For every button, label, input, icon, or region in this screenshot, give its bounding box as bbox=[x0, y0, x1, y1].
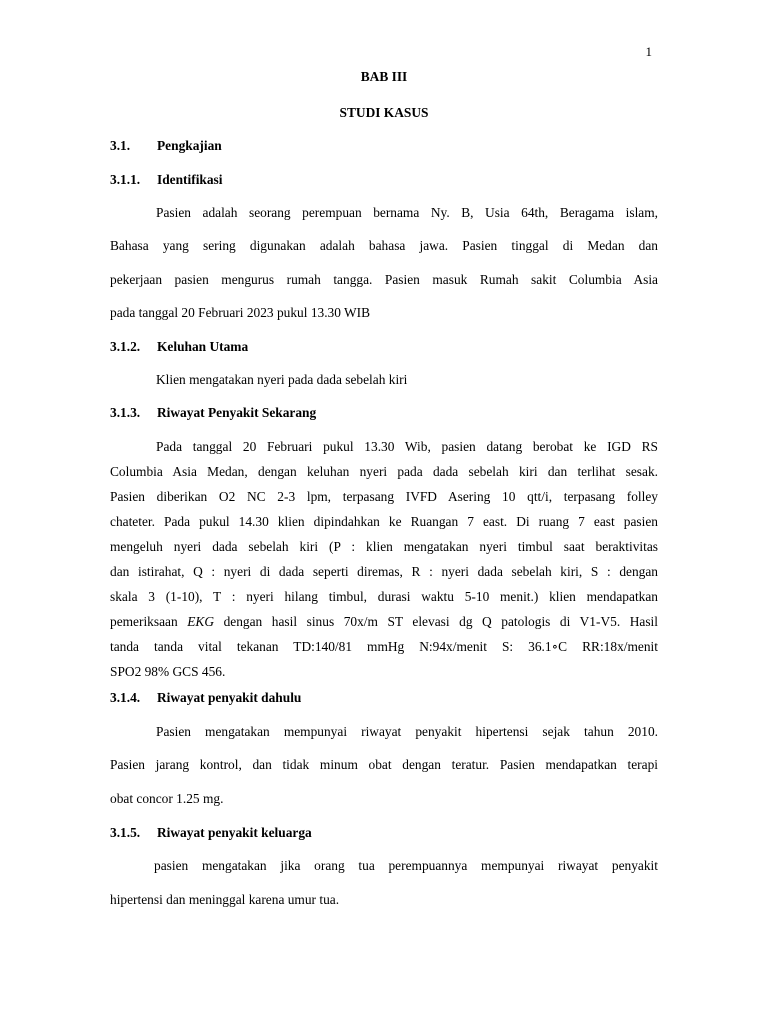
paragraph-line: Pasien mengatakan mempunyai riwayat penyakit hipertensi sejak tahun 2010. bbox=[156, 724, 658, 739]
section-heading-3-1-3 bbox=[110, 405, 316, 421]
chapter-label: BAB III bbox=[360, 69, 408, 84]
section-title: Riwayat Penyakit Sekarang bbox=[157, 405, 317, 420]
section-heading-3-1-1 bbox=[110, 172, 222, 188]
section-number: 3.1.5. bbox=[110, 825, 141, 840]
paragraph-line: Pada tanggal 20 Februari pukul 13.30 Wib, pasien datang berobat ke IGD RS bbox=[156, 439, 658, 454]
paragraph-line: tanda tanda vital tekanan TD:140/81 mmHg N:94x/menit S: 36.1∘C RR:18x/menit bbox=[110, 639, 658, 654]
section-number: 3.1.4. bbox=[110, 690, 141, 705]
paragraph-line: Pasien jarang kontrol, dan tidak minum obat dengan teratur. Pasien mendapatkan terapi bbox=[110, 757, 658, 772]
paragraph-line: dan istirahat, Q : nyeri di dada seperti diremas, R : nyeri dada sebelah kiri, S : dengan bbox=[110, 564, 658, 579]
paragraph-line: pasien mengatakan jika orang tua perempuannya mempunyai riwayat penyakit bbox=[154, 858, 658, 873]
ekg-term: EKG bbox=[187, 614, 215, 629]
section-title: Pengkajian bbox=[157, 138, 222, 153]
text-segment: pemeriksaan bbox=[110, 614, 188, 629]
paragraph-line: Columbia Asia Medan, dengan keluhan nyeri pada dada sebelah kiri dan terlihat sesak. bbox=[110, 464, 658, 479]
text-segment: dengan hasil sinus 70x/m ST elevasi dg Q patologis di V1-V5. Hasil bbox=[214, 614, 658, 629]
section-title: Riwayat penyakit keluarga bbox=[157, 825, 312, 840]
section-number: 3.1.3. bbox=[110, 405, 141, 420]
paragraph-line: pada tanggal 20 Februari 2023 pukul 13.30 WIB bbox=[110, 305, 371, 320]
section-title: Identifikasi bbox=[157, 172, 223, 187]
paragraph-line: obat concor 1.25 mg. bbox=[110, 791, 224, 806]
paragraph-line: mengeluh nyeri dada sebelah kiri (P : klien mengatakan nyeri timbul saat beraktivitas bbox=[110, 539, 658, 554]
section-title: Keluhan Utama bbox=[157, 339, 249, 354]
section-heading-3-1-4 bbox=[110, 690, 301, 706]
section-number: 3.1.1. bbox=[110, 172, 141, 187]
paragraph-line: SPO2 98% GCS 456. bbox=[110, 664, 226, 679]
paragraph-line: hipertensi dan meninggal karena umur tua. bbox=[110, 892, 340, 907]
section-heading-3-1 bbox=[110, 138, 222, 154]
paragraph-line: Pasien adalah seorang perempuan bernama Ny. B, Usia 64th, Beragama islam, bbox=[156, 205, 658, 220]
paragraph-line: Bahasa yang sering digunakan adalah bahasa jawa. Pasien tinggal di Medan dan bbox=[110, 238, 658, 253]
paragraph-line: Klien mengatakan nyeri pada dada sebelah kiri bbox=[156, 372, 408, 387]
section-number: 3.1.2. bbox=[110, 339, 141, 354]
paragraph-line: pekerjaan pasien mengurus rumah tangga. Pasien masuk Rumah sakit Columbia Asia bbox=[110, 272, 658, 287]
section-number: 3.1. bbox=[110, 138, 131, 153]
paragraph-line: Pasien diberikan O2 NC 2-3 lpm, terpasang IVFD Asering 10 qtt/i, terpasang folley bbox=[110, 489, 658, 504]
chapter-title: STUDI KASUS bbox=[339, 105, 429, 120]
paragraph-line-ekg bbox=[110, 614, 658, 630]
section-title: Riwayat penyakit dahulu bbox=[157, 690, 302, 705]
page-number: 1 bbox=[645, 44, 652, 59]
paragraph-line: skala 3 (1-10), T : nyeri hilang timbul, durasi waktu 5-10 menit.) klien mendapatkan bbox=[110, 589, 658, 604]
section-heading-3-1-2 bbox=[110, 339, 248, 355]
section-heading-3-1-5 bbox=[110, 825, 312, 841]
paragraph-line: chateter. Pada pukul 14.30 klien dipindahkan ke Ruangan 7 east. Di ruang 7 east pasien bbox=[110, 514, 658, 529]
